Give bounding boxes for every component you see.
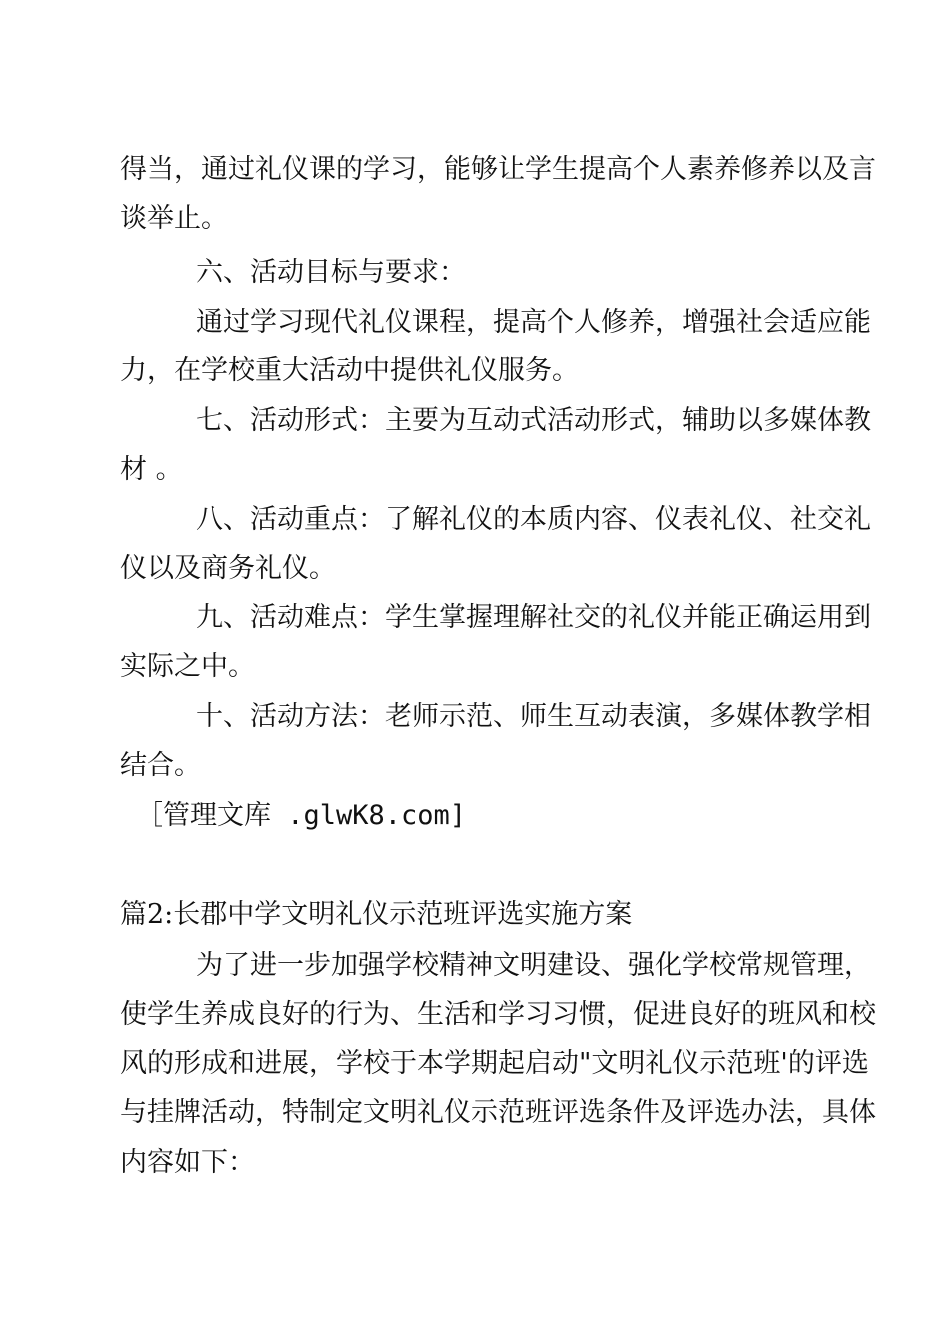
text-line: 力，在学校重大活动中提供礼仪服务。 bbox=[120, 355, 579, 386]
section-heading: 六、活动目标与要求： bbox=[196, 257, 466, 288]
text-line: 九、活动难点：学生掌握理解社交的礼仪并能正确运用到 bbox=[196, 602, 871, 633]
text-line: 使学生养成良好的行为、生活和学习习惯，促进良好的班风和校 bbox=[120, 999, 876, 1030]
text-line: 通过学习现代礼仪课程，提高个人修养，增强社会适应能 bbox=[196, 307, 871, 338]
text-line: 风的形成和进展，学校于本学期起启动"文明礼仪示范班'的评选 bbox=[120, 1048, 869, 1079]
text-line: 实际之中。 bbox=[120, 651, 255, 682]
text-line: 内容如下： bbox=[120, 1147, 255, 1178]
text-line: 仪以及商务礼仪。 bbox=[120, 553, 336, 584]
text-line: 谈举止。 bbox=[120, 203, 228, 234]
text-line: 与挂牌活动，特制定文明礼仪示范班评选条件及评选办法，具体 bbox=[120, 1097, 876, 1128]
text-line: 得当，通过礼仪课的学习，能够让学生提高个人素养修养以及言 bbox=[120, 154, 876, 185]
article-title: 篇2:长郡中学文明礼仪示范班评选实施方案 bbox=[120, 899, 633, 930]
text-line: 七、活动形式：主要为互动式活动形式，辅助以多媒体教 bbox=[196, 405, 871, 436]
text-line: 结合。 bbox=[120, 750, 201, 781]
text-line: 十、活动方法：老师示范、师生互动表演，多媒体教学相 bbox=[196, 701, 871, 732]
text-line: 八、活动重点：了解礼仪的本质内容、仪表礼仪、社交礼 bbox=[196, 504, 871, 535]
source-note: ［管理文库 .glwK8.com] bbox=[136, 800, 467, 831]
text-line: 材 。 bbox=[120, 454, 183, 485]
text-line: 为了进一步加强学校精神文明建设、强化学校常规管理， bbox=[196, 950, 871, 981]
